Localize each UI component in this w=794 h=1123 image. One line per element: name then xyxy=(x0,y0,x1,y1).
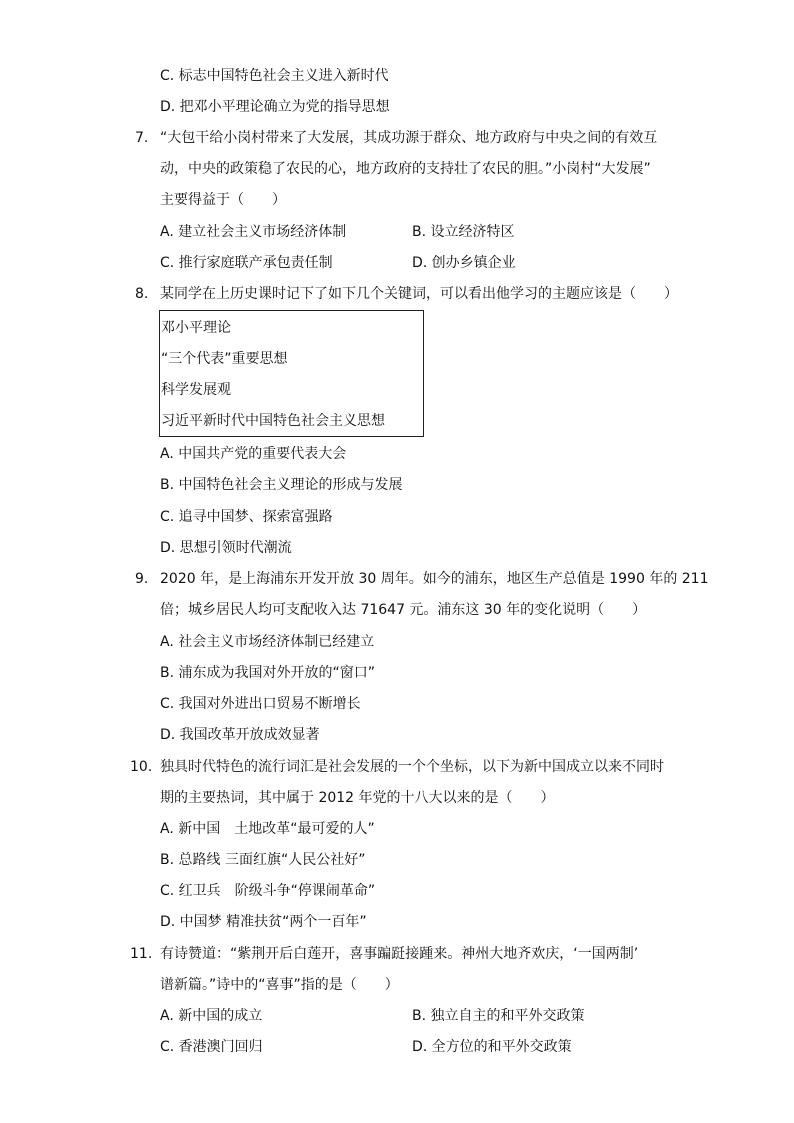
q8-stem: 某同学在上历史课时记下了如下几个关键词，可以看出他学习的主题应该是（ ） xyxy=(160,286,678,302)
q8-option-c: C. 追寻中国梦、探索富强路 xyxy=(160,509,333,525)
q7-stem-line-1: “大包干给小岗村带来了大发展，其成功源于群众、地方政府与中央之间的有效互 xyxy=(160,130,658,146)
q7-option-d: D. 创办乡镇企业 xyxy=(412,255,516,271)
q8-keyword-box xyxy=(159,310,424,437)
q10-stem-line-2: 期的主要热词，其中属于 2012 年党的十八大以来的是（ ） xyxy=(160,790,555,806)
q7-stem-line-3: 主要得益于（ ） xyxy=(160,192,286,208)
q9-number: 9. xyxy=(135,571,149,587)
q8-number: 8. xyxy=(135,286,149,302)
q6-option-c: C. 标志中国特色社会主义进入新时代 xyxy=(160,68,389,84)
q11-stem-line-1: 有诗赞道：“紫荆开后白莲开，喜事蹁跹接踵来。神州大地齐欢庆，‘一国两制’ xyxy=(160,946,639,962)
q8-keyword: 习近平新时代中国特色社会主义思想 xyxy=(161,413,385,429)
q8-keyword: “三个代表”重要思想 xyxy=(161,351,288,367)
q10-number: 10. xyxy=(130,759,153,775)
q11-option-a: A. 新中国的成立 xyxy=(160,1008,263,1024)
q10-option-d: D. 中国梦 精准扶贫“两个一百年” xyxy=(160,914,367,930)
q7-option-c: C. 推行家庭联产承包责任制 xyxy=(160,255,333,271)
q8-keyword: 科学发展观 xyxy=(161,382,231,398)
q7-stem-line-2: 动，中央的政策稳了农民的心，地方政府的支持壮了农民的胆。”小岗村“大发展” xyxy=(160,161,651,177)
q10-option-b: B. 总路线 三面红旗“人民公社好” xyxy=(160,852,366,868)
q7-option-b: B. 设立经济特区 xyxy=(412,224,515,240)
q8-option-d: D. 思想引领时代潮流 xyxy=(160,540,292,556)
q6-option-d: D. 把邓小平理论确立为党的指导思想 xyxy=(160,99,390,115)
q10-stem-line-1: 独具时代特色的流行词汇是社会发展的一个个坐标，以下为新中国成立以来不同时 xyxy=(160,759,664,775)
q7-option-a: A. 建立社会主义市场经济体制 xyxy=(160,224,347,240)
q10-option-a: A. 新中国 土地改革“最可爱的人” xyxy=(160,821,375,837)
q8-option-b: B. 中国特色社会主义理论的形成与发展 xyxy=(160,477,403,493)
q9-option-d: D. 我国改革开放成效显著 xyxy=(160,727,320,743)
q11-option-b: B. 独立自主的和平外交政策 xyxy=(412,1008,585,1024)
q11-stem-line-2: 谱新篇。”诗中的“喜事”指的是（ ） xyxy=(160,977,399,993)
q10-option-c: C. 红卫兵 阶级斗争“停课闹革命” xyxy=(160,883,376,899)
q7-number: 7. xyxy=(135,130,149,146)
q9-option-b: B. 浦东成为我国对外开放的“窗口” xyxy=(160,665,376,681)
q9-option-a: A. 社会主义市场经济体制已经建立 xyxy=(160,634,375,650)
q11-option-d: D. 全方位的和平外交政策 xyxy=(412,1039,572,1055)
q9-option-c: C. 我国对外进出口贸易不断增长 xyxy=(160,696,361,712)
q9-stem-line-1: 2020 年，是上海浦东开发开放 30 周年。如今的浦东，地区生产总值是 1990 年的 211 xyxy=(160,571,709,587)
q8-keyword: 邓小平理论 xyxy=(161,320,231,336)
q8-option-a: A. 中国共产党的重要代表大会 xyxy=(160,446,347,462)
q11-option-c: C. 香港澳门回归 xyxy=(160,1039,263,1055)
q11-number: 11. xyxy=(130,946,153,962)
q9-stem-line-2: 倍；城乡居民人均可支配收入达 71647 元。浦东这 30 年的变化说明（ ） xyxy=(160,602,647,618)
